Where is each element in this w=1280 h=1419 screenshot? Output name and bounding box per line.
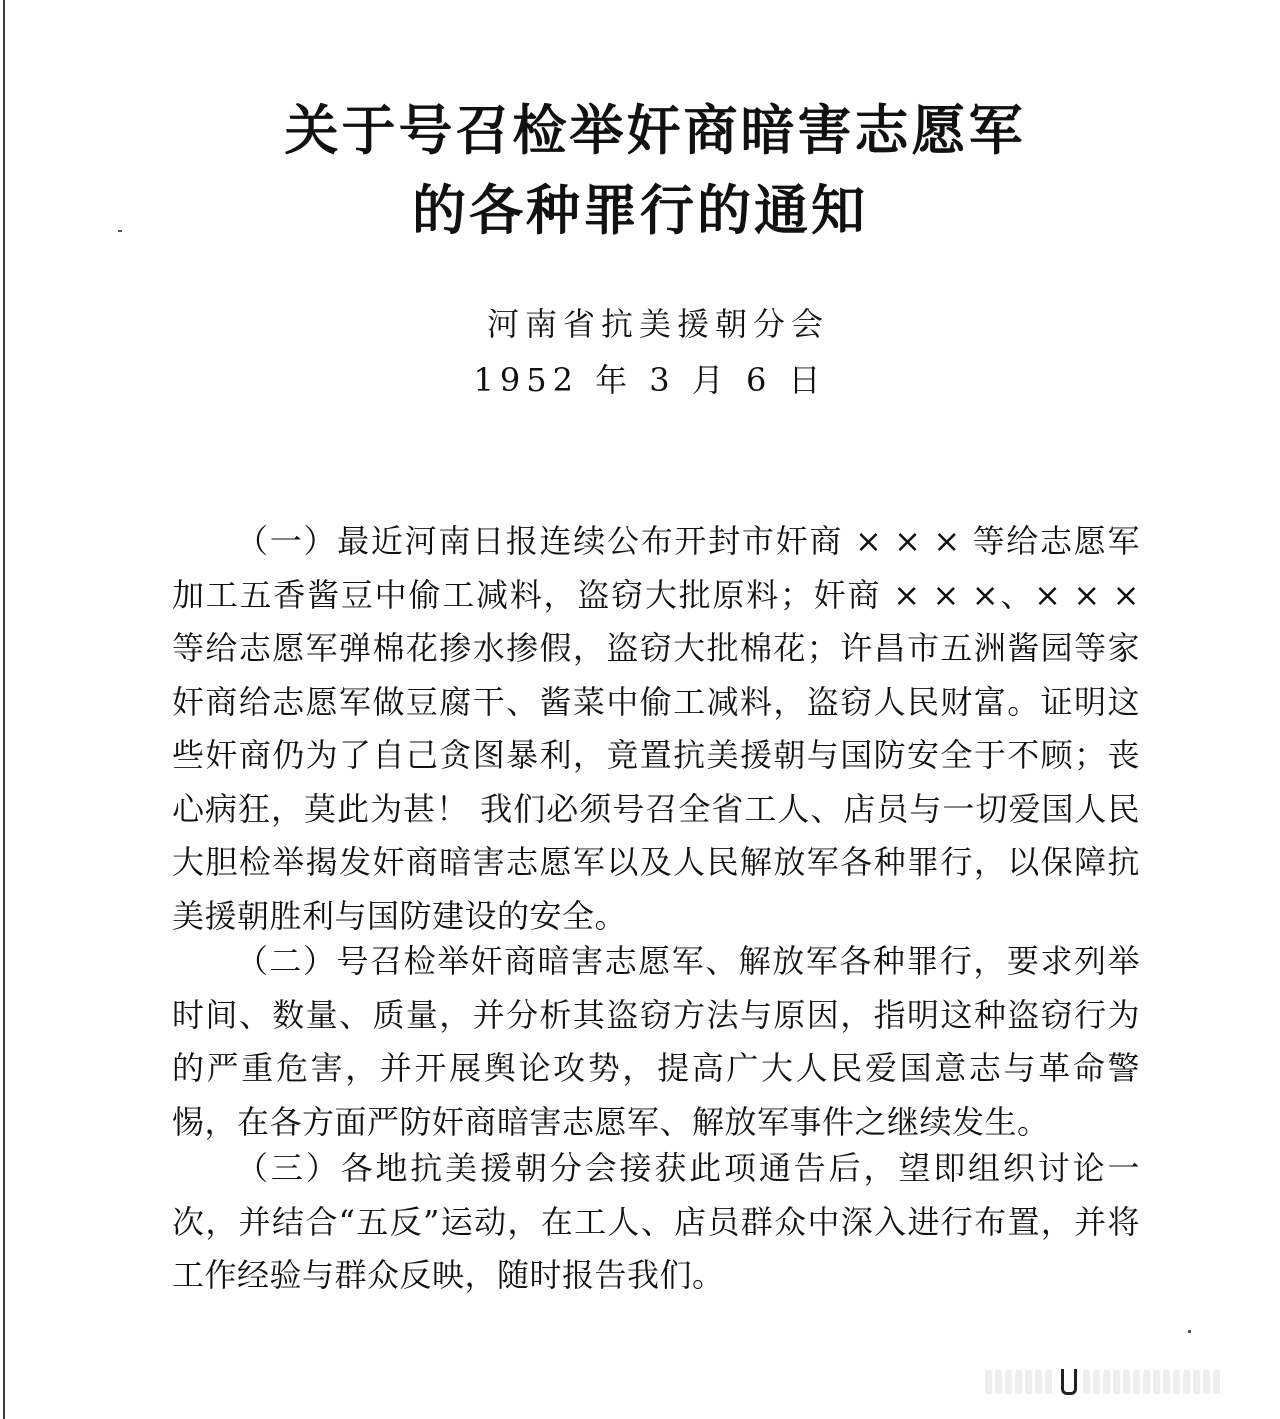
watermark-segment [1005,1370,1012,1394]
watermark-segment [1035,1370,1042,1394]
paragraph-2 [172,935,1140,1149]
watermark-segment [1133,1370,1140,1394]
watermark-segment [1015,1370,1022,1394]
watermark-segment [1213,1370,1220,1394]
paragraph-3 [172,1142,1140,1303]
watermark-segment [1103,1370,1110,1394]
watermark-segment [1093,1370,1100,1394]
paragraph-text: （二）号召检举奸商暗害志愿军、解放军各种罪行，要求列举时间、数量、质量，并分析其盗窃方法与原因，指明这种盗窃行为的严重危害，并开展舆论攻势，提高广大人民爱国意志与革命警惕，在各方面严防奸商暗害志愿军、解放军事件之继续发生。 [172,942,1140,1141]
watermark-segment [1193,1370,1200,1394]
scan-speck [1188,1330,1191,1333]
watermark-segment [1045,1370,1052,1394]
watermark-logo-icon [1061,1369,1077,1395]
document-title-line-2: 的各种罪行的通知 [412,179,868,242]
issuing-organization: 河南省抗美援朝分会 [486,305,829,343]
watermark-segment [1123,1370,1130,1394]
paragraph-1 [172,515,1140,943]
watermark-segment [1163,1370,1170,1394]
watermark-segment [1153,1370,1160,1394]
watermark-segment [995,1370,1002,1394]
watermark-segment [1143,1370,1150,1394]
watermark-segment [1173,1370,1180,1394]
watermark-segment [1113,1370,1120,1394]
platform-watermark [985,1368,1257,1396]
watermark-segment [1183,1370,1190,1394]
watermark-segment [985,1370,992,1394]
paragraph-text: （三）各地抗美援朝分会接获此项通告后，望即组织讨论一次，并结合“五反”运动，在工人、店员群众中深入进行布置，并将工作经验与群众反映，随时报告我们。 [172,1149,1140,1294]
watermark-segment [1203,1370,1210,1394]
issue-date: 1952 年 3 月 6 日 [473,361,827,399]
paragraph-text: （一）最近河南日报连续公布开封市奸商 × × × 等给志愿军加工五香酱豆中偷工减料，盗窃大批原料；奸商 × × ×、× × × 等给志愿军弹棉花掺水掺假，盗窃大批棉花；许昌市五洲酱园等家奸商给志愿军做豆腐干、酱菜中偷工减料，盗窃人民财富。证明这些奸商仍为了自己贪图暴利，竟置抗美援朝与国防安全于不顾；丧心病狂，莫此为甚！ 我们必须号召全省工人、店员与一切爱国人民大胆检举揭发奸商暗害志愿军以及人民解放军各种罪行，以保障抗美援朝胜利与国防建设的安全。 [172,522,1140,935]
watermark-segment [1025,1370,1032,1394]
watermark-segment [1083,1370,1090,1394]
document-title-line-1: 关于号召检举奸商暗害志愿军 [284,99,1026,162]
